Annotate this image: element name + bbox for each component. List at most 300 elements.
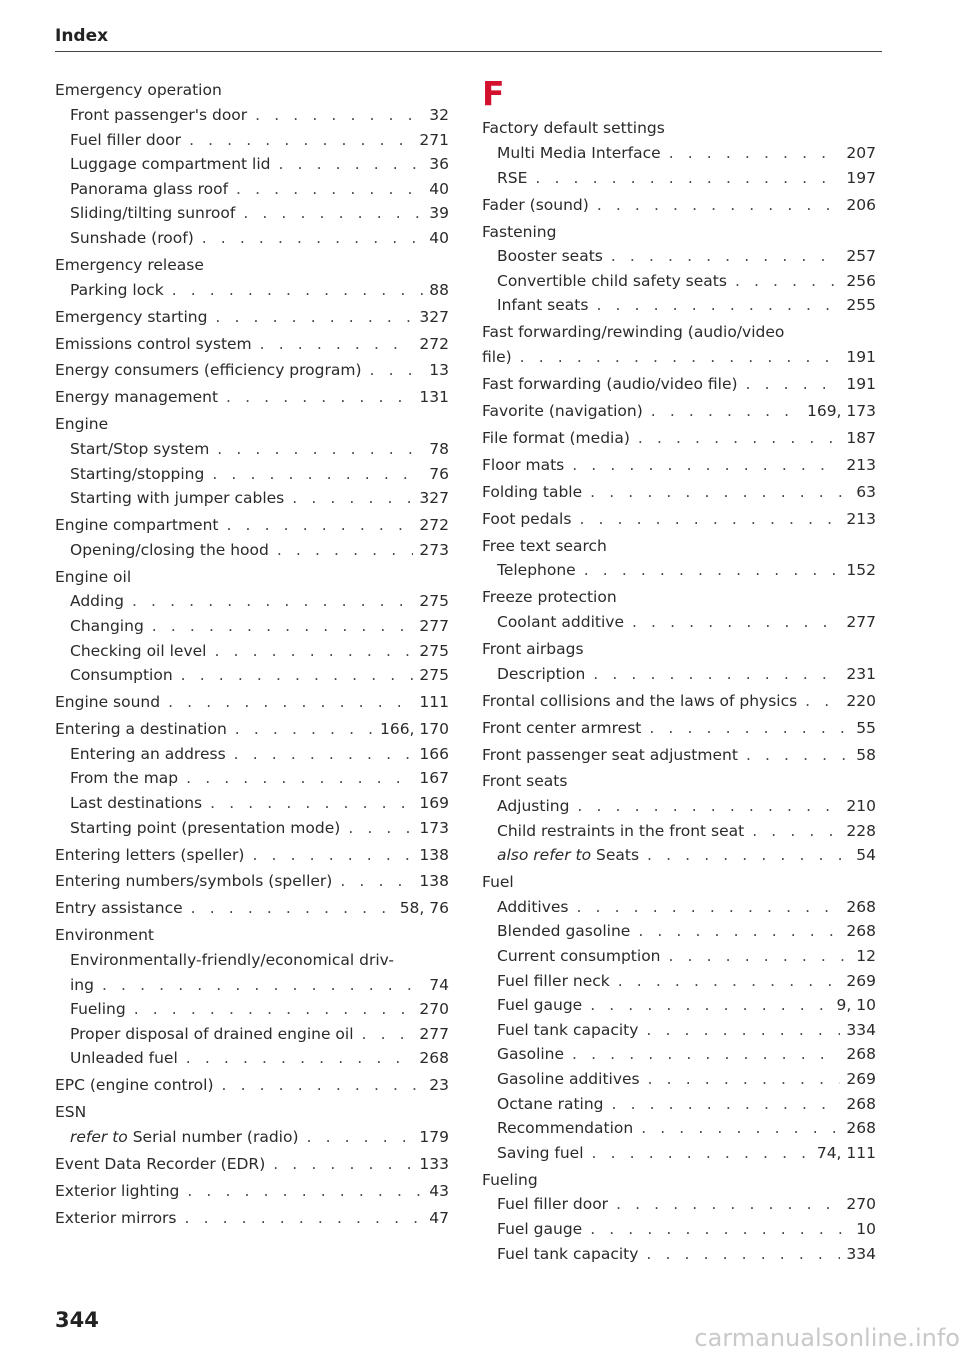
dot-leader [596,293,840,318]
page-reference: 138 [419,872,449,891]
entry-label: Emergency starting [55,307,208,326]
page-reference: 197 [846,168,876,187]
index-subentry [55,226,449,251]
dot-leader [616,1192,840,1217]
entry-label: Environmentally-friendly/economical driv- [70,951,394,970]
page-reference: 269 [846,971,876,990]
page-reference: 275 [419,592,449,611]
index-subentry [482,919,876,944]
index-subentry [482,1242,876,1267]
dot-leader [805,689,840,714]
dot-leader [307,1125,414,1150]
index-entry [55,843,449,868]
entry-label: Factory default settings [482,119,665,138]
entry-label: File format (media) [482,428,630,447]
dot-leader [535,166,840,191]
index-subentry [55,278,449,303]
entry-label: Fuel filler neck [497,971,610,990]
dot-leader [235,717,374,742]
index-entry [482,637,876,662]
page-reference: 275 [419,666,449,685]
index-entry [55,253,449,278]
index-subentry [482,244,876,269]
index-subentry [55,742,449,767]
entry-label: Entering letters (speller) [55,845,245,864]
page-reference: 88 [429,280,449,299]
entry-label: Freeze protection [482,588,617,607]
entry-label: Adjusting [497,797,570,816]
page-reference: 191 [846,374,876,393]
page-reference: 166 [419,744,449,763]
page-reference: 220 [846,691,876,710]
dot-leader [592,1141,811,1166]
entry-label: Favorite (navigation) [482,401,643,420]
page-header-title: Index [55,26,109,46]
page-reference: 268 [846,1119,876,1138]
index-entry [55,869,449,894]
index-subentry [482,1067,876,1092]
entry-label: Engine [55,415,109,434]
index-subentry [55,128,449,153]
entry-label: Exterior mirrors [55,1208,177,1227]
page-reference: 138 [419,845,449,864]
entry-label: Telephone [497,561,576,580]
entry-label: Exterior lighting [55,1181,180,1200]
index-subentry [482,993,876,1018]
index-subentry [482,558,876,583]
dot-leader [647,843,850,868]
index-entry [482,426,876,451]
cross-reference-target: Serial number (radio) [132,1127,299,1146]
entry-label: Adding [70,592,124,611]
dot-leader [520,345,841,370]
index-subentry [55,1125,449,1150]
entry-label: Octane rating [497,1094,604,1113]
page-reference: 273 [419,540,449,559]
page-reference: 272 [419,516,449,535]
index-subentry [482,166,876,191]
page-reference: 270 [419,1000,449,1019]
entry-label: Gasoline additives [497,1070,640,1088]
index-entry [55,1100,449,1125]
index-entry [482,507,876,532]
index-entry [482,1168,876,1193]
index-subentry [482,610,876,635]
dot-leader [217,437,423,462]
entry-label: Multi Media Interface [497,143,661,162]
entry-label: Current consumption [497,947,661,966]
page-reference: 76 [429,464,449,483]
index-subentry [482,1092,876,1117]
entry-label: Starting point (presentation mode) [70,818,341,837]
index-subentry [55,766,449,791]
index-entry [482,689,876,714]
dot-leader [152,614,414,639]
entry-label: Emergency operation [55,81,222,100]
index-subentry [55,639,449,664]
entry-label: Fuel gauge [497,996,583,1015]
header-rule [55,51,882,52]
dot-leader [210,791,413,816]
dot-leader [186,766,413,791]
index-entry [55,690,449,715]
page-reference: 39 [429,204,449,223]
page-reference: 210 [846,797,876,816]
entry-label: Coolant additive [497,612,624,631]
entry-label: Fueling [482,1170,538,1189]
letter-heading-f: F [482,74,505,113]
index-entry [55,513,449,538]
page-reference: 277 [846,612,876,631]
page-reference: 12 [856,947,876,966]
entry-label: Front passenger's door [70,105,248,124]
index-subentry [482,895,876,920]
index-entry [482,372,876,397]
entry-label: Fuel tank capacity [497,1244,639,1263]
entry-label: Gasoline [497,1045,565,1064]
dot-leader [735,269,840,294]
page-reference: 13 [429,361,449,380]
entry-label: Frontal collisions and the laws of physics [482,691,798,710]
cross-reference-label: refer to [70,1127,128,1146]
page-reference: 191 [846,347,876,366]
dot-leader [576,895,840,920]
page-reference: 169 [419,793,449,812]
entry-label: Fast forwarding/rewinding (audio/video [482,323,785,342]
page-reference: 268 [419,1049,449,1068]
entry-label: Emergency release [55,255,204,274]
index-subentry [55,948,449,973]
entry-label: Opening/closing the hood [70,540,269,559]
entry-label: Child restraints in the front seat [497,821,745,840]
entry-label: Starting with jumper cables [70,489,285,508]
dot-leader [243,201,423,226]
page-reference: 47 [429,1208,449,1227]
entry-label: Energy management [55,388,219,407]
entry-label: Last destinations [70,793,203,812]
entry-label: Start/Stop system [70,440,210,459]
page-reference: 131 [419,388,449,407]
dot-leader [593,662,840,687]
index-column-right [482,76,876,1266]
page-reference: 268 [846,1094,876,1113]
index-entry [55,305,449,330]
index-entry [55,565,449,590]
index-entry [55,412,449,437]
index-entry [482,769,876,794]
entry-label [497,843,639,868]
index-subentry [55,663,449,688]
dot-leader [348,816,413,841]
index-entry [482,399,876,424]
entry-label: Engine oil [55,567,132,586]
page-reference: 334 [846,1020,876,1039]
index-entry [482,585,876,610]
dot-leader [590,993,830,1018]
entry-label: Front passenger seat adjustment [482,745,738,764]
index-subentry [55,103,449,128]
page-reference: 10 [856,1219,876,1238]
page-reference: 74, 111 [816,1143,876,1162]
dot-leader [252,843,413,868]
page-reference: 256 [846,271,876,290]
dot-leader [651,399,801,424]
index-subentry [482,1217,876,1242]
dot-leader [234,742,414,767]
page-reference: 207 [846,143,876,162]
entry-label: Environment [55,926,154,945]
page-reference: 166, 170 [379,720,449,739]
entry-label: Engine compartment [55,516,219,535]
dot-leader [168,690,413,715]
index-subentry [482,662,876,687]
page-reference: 63 [856,482,876,501]
index-entry [482,193,876,218]
entry-label: Engine sound [55,693,161,712]
index-entry [55,896,449,921]
entry-label: Front seats [482,772,568,791]
index-subentry [482,819,876,844]
page-reference: 275 [419,641,449,660]
index-entry [55,1073,449,1098]
page-reference: 206 [846,195,876,214]
page-reference: 179 [419,1127,449,1146]
entry-label: Free text search [482,536,607,555]
index-subentry [55,589,449,614]
entry-label: Entering an address [70,744,226,763]
dot-leader [572,453,840,478]
entry-label: Parking lock [70,280,164,299]
page-reference: 111 [419,693,449,712]
index-entry [482,220,876,245]
entry-label: Panorama glass roof [70,179,229,198]
entry-label: Fuel tank capacity [497,1020,639,1039]
index-entry [482,716,876,741]
entry-label: Checking oil level [70,641,207,660]
entry-label: Foot pedals [482,509,572,528]
entry-label: EPC (engine control) [55,1076,214,1095]
index-entry [55,78,449,103]
cross-reference-label: also refer to [497,846,592,865]
page-reference: 228 [846,821,876,840]
entry-label: Folding table [482,482,583,501]
index-entry [55,717,449,742]
index-subentry [55,1022,449,1047]
index-subentry [482,293,876,318]
dot-leader [584,558,841,583]
dot-leader [579,507,840,532]
dot-leader [577,794,840,819]
entry-label: ing [70,975,94,994]
index-subentry [482,969,876,994]
cross-reference-target: Seats [596,846,640,865]
index-subentry [55,1046,449,1071]
index-entry [55,332,449,357]
dot-leader [102,973,423,998]
entry-label: Front airbags [482,639,584,658]
dot-leader [191,896,394,921]
page-reference: 271 [419,130,449,149]
dot-leader [638,426,841,451]
page-reference: 213 [846,455,876,474]
page-reference: 268 [846,922,876,941]
dot-leader [572,1042,840,1067]
dot-leader [277,538,414,563]
index-subentry [55,816,449,841]
page-reference: 55 [856,718,876,737]
index-subentry [55,177,449,202]
index-subentry [482,1141,876,1166]
dot-leader [273,1152,413,1177]
dot-leader [214,639,413,664]
entry-label: Floor mats [482,455,565,474]
page-reference: 327 [419,307,449,326]
entry-label: Entering numbers/symbols (speller) [55,872,333,891]
index-subentry [55,437,449,462]
entry-label: From the map [70,769,179,788]
entry-label: Entering a destination [55,720,227,739]
page-reference: 32 [429,105,449,124]
entry-label: Blended gasoline [497,922,631,941]
entry-label: Luggage compartment lid [70,155,271,174]
index-entry [55,358,449,383]
dot-leader [632,610,840,635]
entry-label: Sliding/tilting sunroof [70,204,236,223]
dot-leader [236,177,423,202]
index-subentry [482,794,876,819]
index-entry [482,116,876,141]
dot-leader [746,743,850,768]
dot-leader [278,152,423,177]
index-subentry [55,997,449,1022]
page-reference: 257 [846,247,876,266]
dot-leader [370,358,424,383]
index-subentry [55,462,449,487]
dot-leader [648,1067,841,1092]
dot-leader [189,128,413,153]
dot-leader [669,141,841,166]
entry-label: Fuel [482,873,514,892]
index-entry [482,870,876,895]
index-subentry [55,538,449,563]
dot-leader [222,1073,424,1098]
index-subentry [482,843,876,868]
entry-label: Convertible child safety seats [497,271,727,290]
index-subentry [55,614,449,639]
dot-leader [186,1046,414,1071]
entry-label: ESN [55,1103,87,1122]
dot-leader [597,193,841,218]
dot-leader [226,385,413,410]
entry-label: Fuel gauge [497,1219,583,1238]
dot-leader [340,869,413,894]
dot-leader [612,1092,841,1117]
entry-label: Front center armrest [482,718,642,737]
page-reference: 255 [846,296,876,315]
index-subentry [482,1192,876,1217]
entry-label: Fuel filler door [70,130,182,149]
page-reference: 187 [846,428,876,447]
dot-leader [611,244,841,269]
dot-leader [590,480,850,505]
entry-label: Consumption [70,666,173,685]
entry-label: Booster seats [497,247,603,266]
index-entry [482,534,876,559]
index-entry [55,1152,449,1177]
entry-label: Entry assistance [55,899,183,918]
entry-label: Fueling [70,1000,126,1019]
index-entry [55,923,449,948]
index-entry [482,743,876,768]
dot-leader [212,462,423,487]
entry-label: Infant seats [497,296,589,315]
dot-leader [618,969,841,994]
entry-label: RSE [497,168,528,187]
index-entry [482,345,876,370]
index-subentry [55,973,449,998]
dot-leader [202,226,424,251]
entry-label: Unleaded fuel [70,1049,178,1068]
page-reference: 54 [856,846,876,865]
page-reference: 270 [846,1195,876,1214]
page-reference: 78 [429,440,449,459]
dot-leader [669,944,851,969]
index-subentry [482,1042,876,1067]
page-reference: 173 [419,818,449,837]
dot-leader [260,332,414,357]
dot-leader [646,1018,840,1043]
page-reference: 231 [846,664,876,683]
entry-label: Additives [497,897,569,916]
page-reference: 152 [846,561,876,580]
index-entry [55,1179,449,1204]
index-entry [55,1206,449,1231]
index-subentry [482,944,876,969]
entry-label: Description [497,664,586,683]
page-reference: 74 [429,975,449,994]
page-reference: 58 [856,745,876,764]
page-reference: 9, 10 [836,996,876,1015]
page-reference: 167 [419,769,449,788]
dot-leader [187,1179,423,1204]
index-subentry [55,791,449,816]
dot-leader [215,305,413,330]
index-entry [55,385,449,410]
page-reference: 268 [846,897,876,916]
index-subentry [55,201,449,226]
index-subentry [482,1018,876,1043]
page-reference: 43 [429,1181,449,1200]
index-column-left [55,76,449,1231]
page-reference: 58, 76 [399,899,449,918]
dot-leader [292,486,413,511]
dot-leader [649,716,850,741]
index-entry [482,453,876,478]
index-subentry [482,141,876,166]
entry-label: Changing [70,616,144,635]
dot-leader [752,819,840,844]
page-reference: 277 [419,616,449,635]
entry-label: Starting/stopping [70,464,205,483]
page-reference: 269 [846,1070,876,1088]
entry-label: Energy consumers (efficiency program) [55,361,362,380]
index-entries-right [482,116,876,1266]
index-subentry [482,269,876,294]
entry-label: Sunshade (roof) [70,228,194,247]
page-reference: 169, 173 [806,401,876,420]
dot-leader [172,278,424,303]
dot-leader [255,103,423,128]
